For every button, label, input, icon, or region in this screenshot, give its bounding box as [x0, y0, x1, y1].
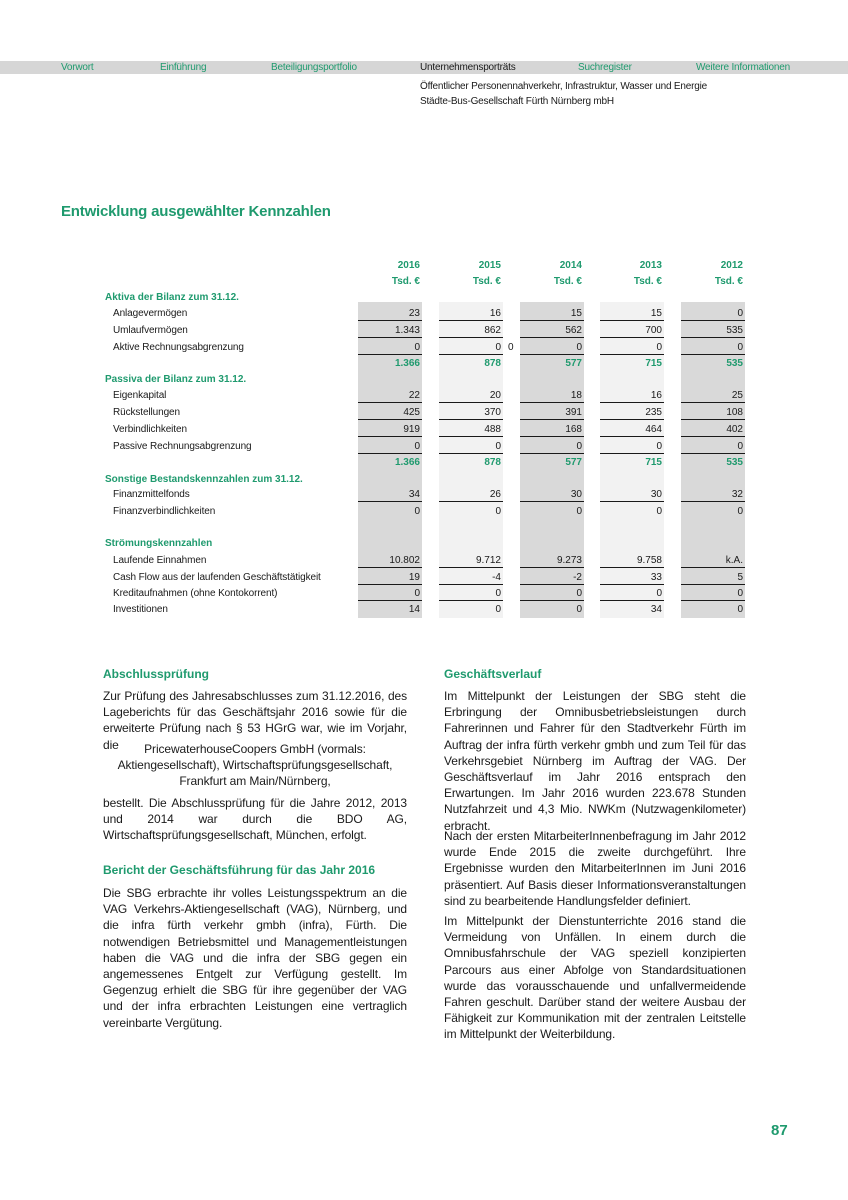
table-cell: k.A.: [725, 555, 743, 566]
unit-header: Tsd. €: [553, 276, 582, 287]
row-label: Umlaufvermögen: [113, 325, 188, 336]
table-cell: 1.343: [394, 325, 420, 336]
table-cell: 168: [565, 424, 582, 435]
table-cell: 32: [731, 489, 743, 500]
table-cell: 26: [489, 489, 501, 500]
table-cell: 25: [731, 390, 743, 401]
table-cell: 391: [565, 407, 582, 418]
total-cell: 535: [726, 358, 743, 369]
table-cell: 16: [489, 308, 501, 319]
table-cell: 10.802: [389, 555, 420, 566]
table-cell: 14: [408, 604, 420, 615]
unit-header: Tsd. €: [633, 276, 662, 287]
row-label: Passive Rechnungsabgrenzung: [113, 441, 252, 452]
table-cell: 0: [576, 588, 582, 599]
year-header: 2015: [478, 260, 501, 271]
table-cell: 0: [495, 342, 501, 353]
total-cell: 878: [484, 457, 501, 468]
table-cell: 0: [495, 506, 501, 517]
table-cell: 535: [726, 325, 743, 336]
table-cell: 15: [650, 308, 662, 319]
total-cell: 535: [726, 457, 743, 468]
section-heading-sonstige: Sonstige Bestandskennzahlen zum 31.12.: [105, 474, 303, 485]
table-cell: -4: [492, 572, 501, 583]
table-cell: 488: [484, 424, 501, 435]
table-cell: 15: [570, 308, 582, 319]
nav-link-unternehmensportraets[interactable]: Unternehmensporträts: [420, 62, 516, 73]
table-cell: 5: [737, 572, 743, 583]
table-cell: 20: [489, 390, 501, 401]
row-label: Kreditaufnahmen (ohne Kontokorrent): [113, 588, 278, 599]
heading-bericht-geschaeftsfuehrung: Bericht der Geschäftsführung für das Jahr 2016: [103, 863, 376, 877]
breadcrumb-category: Öffentlicher Personennahverkehr, Infrastruktur, Wasser und Energie: [420, 81, 707, 92]
table-cell: 0: [656, 506, 662, 517]
table-cell: -2: [573, 572, 582, 583]
paragraph: Im Mittelpunkt der Leistungen der SBG steht die Erbringung der Omnibusbetriebsleistungen durch Fahrerinnen und Fahrer für den Stadtverkehr Fürth im Auftrag der infra fürth verkehr gmbh und zum Teil für das Verkehrsgebiet Nürnberg im Auftrag der VAG. Der Geschäftsverlauf im Jahr 2016 entsprach den Erwartungen. Im Jahr 2016 wurden 223.678 Stunden Nutzfahrzeit und 4,3 Mio. NWKm (Nutzwagenkilometer) erbracht.: [444, 689, 746, 833]
table-cell: 9.273: [556, 555, 582, 566]
nav-link-einfuehrung[interactable]: Einführung: [160, 62, 207, 73]
table-cell: 0: [576, 604, 582, 615]
row-label: Cash Flow aus der laufenden Geschäftstätigkeit: [113, 572, 321, 583]
total-cell: 577: [565, 358, 582, 369]
nav-link-suchregister[interactable]: Suchregister: [578, 62, 632, 73]
table-cell: 0: [576, 506, 582, 517]
year-header: 2012: [720, 260, 743, 271]
section-heading-passiva: Passiva der Bilanz zum 31.12.: [105, 374, 247, 385]
table-cell: 0: [495, 604, 501, 615]
table-cell: 0: [737, 308, 743, 319]
table-cell: 16: [650, 390, 662, 401]
row-label: Finanzmittelfonds: [113, 489, 190, 500]
section-heading-aktiva: Aktiva der Bilanz zum 31.12.: [105, 292, 239, 303]
table-cell: 370: [484, 407, 501, 418]
table-cell: 402: [726, 424, 743, 435]
table-cell: 19: [408, 572, 420, 583]
page-title: Entwicklung ausgewählter Kennzahlen: [61, 203, 331, 220]
unit-header: Tsd. €: [714, 276, 743, 287]
table-cell: 0: [737, 588, 743, 599]
table-cell: 0: [414, 506, 420, 517]
total-cell: 715: [645, 457, 662, 468]
total-cell: 577: [565, 457, 582, 468]
table-cell: 0: [414, 588, 420, 599]
paragraph-auditor: PricewaterhouseCoopers GmbH (vormals: Aktiengesellschaft), Wirtschaftsprüfungsgesellschaft, Frankfurt am Main/Nürnberg,: [117, 742, 393, 789]
table-cell: 0: [656, 342, 662, 353]
table-cell: 33: [650, 572, 662, 583]
table-cell: 0: [737, 441, 743, 452]
breadcrumb-company: Städte-Bus-Gesellschaft Fürth Nürnberg mbH: [420, 96, 614, 107]
nav-link-weitere-informationen[interactable]: Weitere Informationen: [696, 62, 790, 73]
nav-link-vorwort[interactable]: Vorwort: [61, 62, 94, 73]
table-cell: 0: [495, 588, 501, 599]
table-cell: 18: [570, 390, 582, 401]
year-header: 2013: [639, 260, 662, 271]
year-header: 2016: [397, 260, 420, 271]
table-cell: 22: [408, 390, 420, 401]
table-cell: 34: [650, 604, 662, 615]
row-label: Eigenkapital: [113, 390, 167, 401]
table-cell: 919: [403, 424, 420, 435]
table-cell: 34: [408, 489, 420, 500]
heading-geschaeftsverlauf: Geschäftsverlauf: [444, 667, 542, 681]
paragraph: Im Mittelpunkt der Dienstunterrichte 2016 stand die Vermeidung von Unfällen. In einem durch die Omnibusfahrschule der VAG speziell konzipierten Parcours aus einer Abfolge von Standardsituationen wurde das vorausschauende und unfallvermeidende Fahren geschult. Darüber stand der weitere Ausbau der Fähigkeit zur Kommunikation mit der zentralen Leitstelle im Mittelpunkt der Weiterbildung.: [444, 914, 746, 1042]
table-cell: 23: [408, 308, 420, 319]
table-cell: 0: [656, 588, 662, 599]
section-heading-stroemung: Strömungskennzahlen: [105, 538, 213, 549]
row-label: Laufende Einnahmen: [113, 555, 207, 566]
unit-header: Tsd. €: [472, 276, 501, 287]
row-label: Rückstellungen: [113, 407, 180, 418]
unit-header: Tsd. €: [391, 276, 420, 287]
table-cell: 9.758: [636, 555, 662, 566]
table-cell: 235: [645, 407, 662, 418]
table-cell: 0: [576, 441, 582, 452]
table-cell: 0: [737, 342, 743, 353]
page-number: 87: [771, 1122, 788, 1139]
table-cell: 0: [414, 441, 420, 452]
table-cell: 0: [737, 506, 743, 517]
total-cell: 715: [645, 358, 662, 369]
table-cell: 9.712: [475, 555, 501, 566]
row-label: Investitionen: [113, 604, 168, 615]
table-cell: 0: [737, 604, 743, 615]
table-cell: 0: [414, 342, 420, 353]
row-label: Verbindlichkeiten: [113, 424, 187, 435]
paragraph: Nach der ersten MitarbeiterInnenbefragung im Jahr 2012 wurde Ende 2015 die zweite durchgeführt. Ihre Ergebnisse wurden den MitarbeiterInnen im Juni 2016 präsentiert. Auf Basis dieser Informationsveranstaltungen sind zu bearbeitende Handlungsfelder definiert.: [444, 829, 746, 908]
row-label: Anlagevermögen: [113, 308, 188, 319]
paragraph: Zur Prüfung des Jahresabschlusses zum 31.12.2016, des Lageberichts für das Geschäftsjahr 2016 sowie für die erweiterte Prüfung nach § 53 HGrG war, wie im Vorjahr, die: [103, 689, 407, 752]
table-cell: 0: [656, 441, 662, 452]
table-cell: 862: [484, 325, 501, 336]
total-cell: 1.366: [394, 358, 420, 369]
table-cell: 0: [576, 342, 582, 353]
table-cell: 0: [495, 441, 501, 452]
table-cell: 700: [645, 325, 662, 336]
paragraph: Die SBG erbrachte ihr volles Leistungsspektrum an die VAG Verkehrs-Aktiengesellschaft (VAG), Nürnberg, und die infra fürth verkehr gmbh (infra), Fürth. Die notwendigen Betriebsmittel und Managementleistungen haben die VAG und die infra der SBG gegen ein angemessenes Entgelt zur Verfügung gestellt. Im Gegenzug erhielt die SBG für ihre gegenüber der VAG und der infra erbrachten Leistungen eine vertraglich vereinbarte Vergütung.: [103, 886, 407, 1030]
year-header: 2014: [559, 260, 582, 271]
stray-value: 0: [508, 342, 514, 353]
total-cell: 1.366: [394, 457, 420, 468]
table-cell: 562: [565, 325, 582, 336]
heading-abschlusspruefung: Abschlussprüfung: [103, 667, 210, 681]
row-label: Finanzverbindlichkeiten: [113, 506, 216, 517]
table-cell: 30: [570, 489, 582, 500]
table-cell: 108: [726, 407, 743, 418]
row-label: Aktive Rechnungsabgrenzung: [113, 342, 244, 353]
table-cell: 464: [645, 424, 662, 435]
table-cell: 425: [403, 407, 420, 418]
nav-link-beteiligungsportfolio[interactable]: Beteiligungsportfolio: [271, 62, 357, 73]
paragraph: bestellt. Die Abschlussprüfung für die Jahre 2012, 2013 und 2014 war durch die BDO AG, Wirtschaftsprüfungsgesellschaft, München, erfolgt.: [103, 796, 407, 843]
total-cell: 878: [484, 358, 501, 369]
table-cell: 30: [650, 489, 662, 500]
